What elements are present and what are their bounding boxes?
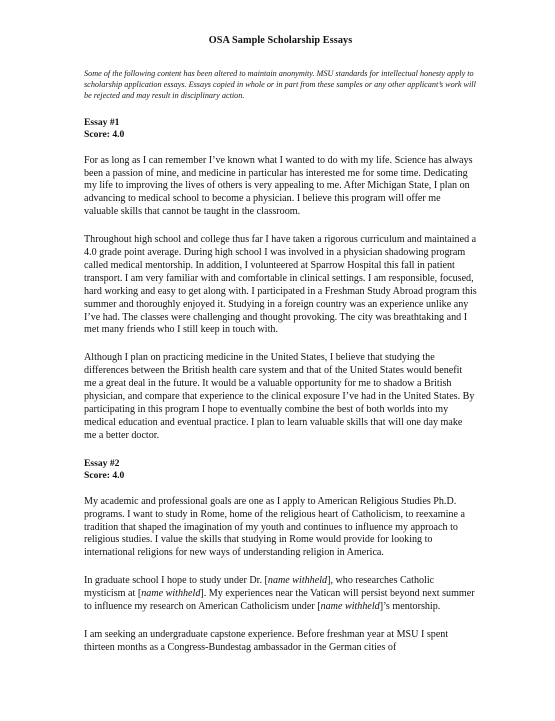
- essay-1: [84, 117, 477, 443]
- essay-heading: Essay #1: [84, 116, 120, 128]
- essay-paragraph: Although I plan on practicing medicine in the United States, I believe that studying the differences between the British health care system and that of the United States would benefit me a great deal in the future. It would be a valuable opportunity for me to shadow a British physician, and compare that experience to the clinical exposure I’ve had in the United States. By participating in this program I hope to eventually combine the best of both worlds into my medical education and eventual practice. I plan to learn valuable skills that will one day make me a better doctor.: [84, 352, 475, 441]
- redacted-name: name withheld: [267, 575, 328, 587]
- essay-paragraph: For as long as I can remember I’ve known what I wanted to do with my life. Science has always been a passion of mine, and medicine in particular has interested me for some time. Dedicating my life to improving the lives of others is very appealing to me. After Michigan State, I plan on advancing to medical school to become a physician. I believe this program will offer me valuable skills that cannot be taught in the classroom.: [84, 154, 473, 218]
- essay-paragraph: In graduate school I hope to study under Dr. [name withheld], who researches Catholic mysticism at [name withheld]. My experiences near the Vatican will persist beyond next summer to influence my research on American Catholicism under [name withheld]’s mentorship.: [84, 575, 475, 613]
- essay-paragraph: My academic and professional goals are one as I apply to American Religious Studies Ph.D. programs. I want to study in Rome, home of the religious heart of Catholicism, to reexamine a tradition that shaped the imagination of my youth and continues to influence my approach to religious studies. I value the skills that studying in Rome would provide for looking to international religions for new ways of understanding religion in America.: [84, 495, 465, 559]
- essay-paragraph: I am seeking an undergraduate capstone experience. Before freshman year at MSU I spent thirteen months as a Congress-Bundestag ambassador in the German cities of: [84, 628, 449, 653]
- essay-2: [84, 458, 477, 655]
- essay-paragraph: Throughout high school and college thus far I have taken a rigorous curriculum and maintained a 4.0 grade point average. During high school I was involved in a physician shadowing program called medical mentorship. In addition, I volunteered at Sparrow Hospital this fall in patient transport. I am very familiar with and comfortable in clinical settings. I am responsible, focused, hard working and easy to get along with. I participated in a Freshman Study Abroad program this summer and thoroughly enjoyed it. Studying in a foreign country was an experience unlike any I’ve had. The classes were challenging and thought provoking. The city was breathtaking and I met many friends who I still keep in touch with.: [84, 234, 477, 336]
- essay-score: Score: 4.0: [84, 128, 125, 140]
- essay-header: [84, 117, 477, 141]
- disclaimer-text: Some of the following content has been altered to maintain anonymity. MSU standards for intellectual honesty apply to scholarship application essays. Essays copied in whole or in part from these samples or any other applicant’s work will be rejected and may result in disciplinary action.: [84, 69, 476, 101]
- document-title: OSA Sample Scholarship Essays: [208, 35, 353, 46]
- essay-heading: Essay #2: [84, 457, 120, 469]
- redacted-name: name withheld: [141, 588, 201, 600]
- redacted-name: name withheld: [320, 601, 380, 613]
- essay-header: [84, 458, 477, 482]
- essay-score: Score: 4.0: [84, 469, 125, 481]
